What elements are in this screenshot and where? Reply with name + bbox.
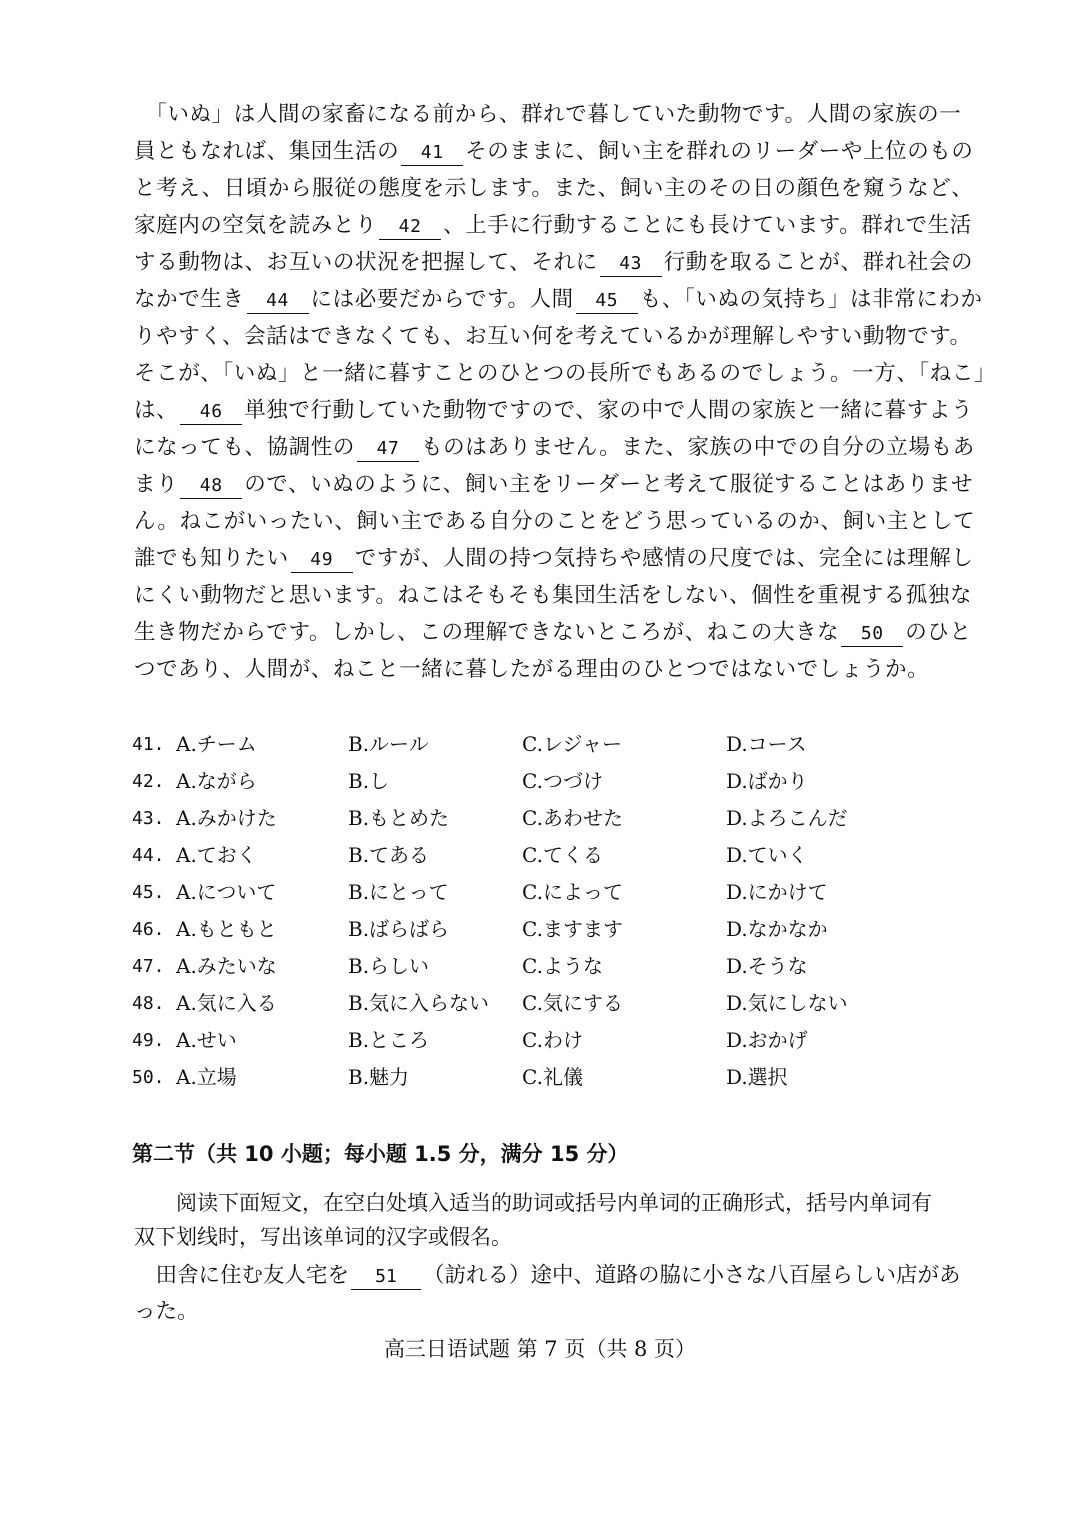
option-b[interactable]: B.もとめた [348,806,450,830]
option-b[interactable]: B.てある [348,843,430,867]
option-d[interactable]: D.にかけて [726,880,828,904]
passage-line [134,207,972,244]
option-b[interactable]: B.にとって [348,880,449,904]
passage-text: 家庭内の空気を読みとり [134,213,378,238]
option-row [132,800,972,837]
passage-text: も、「いぬの気持ち」は非常にわか [639,287,983,312]
option-d[interactable]: D.ていく [726,843,808,867]
question-blank[interactable]: 45 [576,289,638,314]
passage-text: のひと [905,620,972,645]
option-a[interactable]: A.ておく [176,843,257,867]
option-c[interactable]: C.あわせた [522,806,623,830]
option-d[interactable]: D.そうな [726,954,808,978]
option-a[interactable]: A.チーム [176,732,257,756]
option-d[interactable]: D.気にしない [726,991,848,1015]
passage-text: 員ともなれば、集団生活の [134,139,400,164]
option-c[interactable]: C.ますます [522,917,623,941]
option-d[interactable]: D.おかげ [726,1028,808,1052]
question-number: 45. [132,882,165,903]
question-blank[interactable]: 51 [351,1265,421,1290]
question-number: 42. [132,771,165,792]
passage-line [134,466,974,503]
passage-text: つであり、人間が、ねこと一緒に暮したがる理由のひとつではないでしょうか。 [134,657,930,682]
passage-text: ですが、人間の持つ気持ちや感情の尺度では、完全には理解し [354,546,974,571]
passage-text: ものはありません。また、家族の中での自分の立場もあ [421,435,975,460]
passage-line [134,170,974,207]
option-b[interactable]: B.ところ [348,1028,430,1052]
passage-text: 「いぬ」は人間の家畜になる前から、群れで暮していた動物です。人間の家族の一 [134,102,962,127]
passage-text: まり [134,472,179,497]
option-row [132,837,972,874]
question-number: 47. [132,956,165,977]
option-d[interactable]: D.ばかり [726,769,808,793]
option-b[interactable]: B.ばらばら [348,917,450,941]
reading-passage [134,96,997,688]
question-blank[interactable]: 42 [379,215,441,240]
passage-text: なかで生き [134,287,245,312]
question-blank[interactable]: 50 [841,622,903,647]
passage-line [134,614,972,651]
answer-options [132,726,972,1096]
option-a[interactable]: A.みかけた [176,806,277,830]
option-row [132,1022,972,1059]
option-d[interactable]: D.よろこんだ [726,806,848,830]
passage-line [134,281,983,318]
option-c[interactable]: C.気にする [522,991,623,1015]
option-b[interactable]: B.し [348,769,390,793]
option-row [132,985,972,1022]
question-51-text-before: 田舎に住む友人宅を [134,1263,350,1288]
option-b[interactable]: B.ルール [348,732,429,756]
question-51-text-after: （訪れる）途中、道路の脇に小さな八百屋らしい店があ [423,1263,961,1288]
option-c[interactable]: C.礼儀 [522,1065,583,1089]
passage-line [134,355,997,392]
passage-text: 行動を取ることが、群れ社会の [663,250,974,275]
passage-text: ので、いぬのように、飼い主をリーダーと考えて服従することはありませ [244,472,974,497]
option-row [132,948,972,985]
passage-line [134,540,974,577]
passage-line [134,133,974,170]
passage-line [134,392,974,429]
passage-line [134,503,976,540]
question-51-line-2: った。 [134,1299,199,1324]
question-number: 41. [132,734,165,755]
option-c[interactable]: C.ような [522,954,603,978]
option-row [132,763,972,800]
question-blank[interactable]: 47 [357,437,419,462]
question-number: 43. [132,808,165,829]
question-blank[interactable]: 49 [291,548,353,573]
passage-line [134,318,972,355]
passage-text: 単独で行動していた動物ですので、家の中で人間の家族と一緒に暮すよう [244,398,974,423]
passage-text: になっても、協調性の [134,435,356,460]
option-row [132,1059,972,1096]
option-row [132,874,972,911]
question-blank[interactable]: 43 [600,252,662,277]
option-b[interactable]: B.魅力 [348,1065,410,1089]
question-number: 44. [132,845,165,866]
question-blank[interactable]: 44 [247,289,309,314]
option-a[interactable]: A.について [176,880,277,904]
option-c[interactable]: C.わけ [522,1028,583,1052]
option-a[interactable]: A.もともと [176,917,277,941]
passage-text: にくい動物だと思います。ねこはそもそも集団生活をしない、個性を重視する孤独な [134,583,973,608]
option-b[interactable]: B.らしい [348,954,430,978]
section-instructions [134,1186,964,1254]
option-d[interactable]: D.選択 [726,1065,788,1089]
option-row [132,726,972,763]
passage-text: と考え、日頃から服従の態度を示します。また、飼い主のその日の顔色を窺うなど、 [134,176,974,201]
option-c[interactable]: C.によって [522,880,623,904]
section-title: 第二节（共 10 小题；每小题 1.5 分，满分 15 分） [132,1142,629,1166]
passage-text: は、 [134,398,179,423]
passage-line [134,577,973,614]
passage-text: りやすく、会話はできなくても、お互い何を考えているかが理解しやすい動物です。 [134,324,972,349]
option-d[interactable]: D.なかなか [726,917,828,941]
instruction-line: 双下划线时，写出该单词的汉字或假名。 [134,1225,512,1249]
passage-line [134,651,964,688]
option-row [132,911,972,948]
passage-line [134,429,975,466]
instruction-line: 阅读下面短文，在空白处填入适当的助词或括号内单词的正确形式，括号内单词有 [134,1191,932,1215]
question-number: 50. [132,1067,165,1088]
option-a[interactable]: A.せい [176,1028,237,1052]
option-b[interactable]: B.気に入らない [348,991,490,1015]
option-a[interactable]: A.気に入る [176,991,277,1015]
question-number: 46. [132,919,165,940]
option-a[interactable]: A.みたいな [176,954,277,978]
option-c[interactable]: C.てくる [522,843,603,867]
question-blank[interactable]: 46 [180,400,242,425]
question-number: 49. [132,1030,165,1051]
option-a[interactable]: A.立場 [176,1065,237,1089]
option-c[interactable]: C.つづけ [522,769,603,793]
passage-line [134,96,964,133]
question-blank[interactable]: 41 [401,141,463,166]
passage-text: そのままに、飼い主を群れのリーダーや上位のもの [465,139,974,164]
passage-text: 誰でも知りたい [134,546,289,571]
question-51-line-1 [134,1258,964,1294]
question-51 [134,1258,964,1330]
passage-text: には必要だからです。人間 [310,287,574,312]
question-number: 48. [132,993,165,1014]
option-d[interactable]: D.コース [726,732,807,756]
question-blank[interactable]: 48 [180,474,242,499]
passage-text: する動物は、お互いの状況を把握して、それに [134,250,598,275]
passage-text: 生き物だからです。しかし、この理解できないところが、ねこの大きな [134,620,840,645]
passage-text: 、上手に行動することにも長けています。群れで生活 [443,213,972,238]
page-footer: 高三日语试题 第 7 页（共 8 页） [383,1337,697,1361]
passage-text: ん。ねこがいったい、飼い主である自分のことをどう思っているのか、飼い主として [134,509,976,534]
option-a[interactable]: A.ながら [176,769,257,793]
option-c[interactable]: C.レジャー [522,732,623,756]
passage-text: そこが、「いぬ」と一緒に暮すことのひとつの長所でもあるのでしょう。一方、「ねこ」 [134,361,997,386]
passage-line [134,244,974,281]
